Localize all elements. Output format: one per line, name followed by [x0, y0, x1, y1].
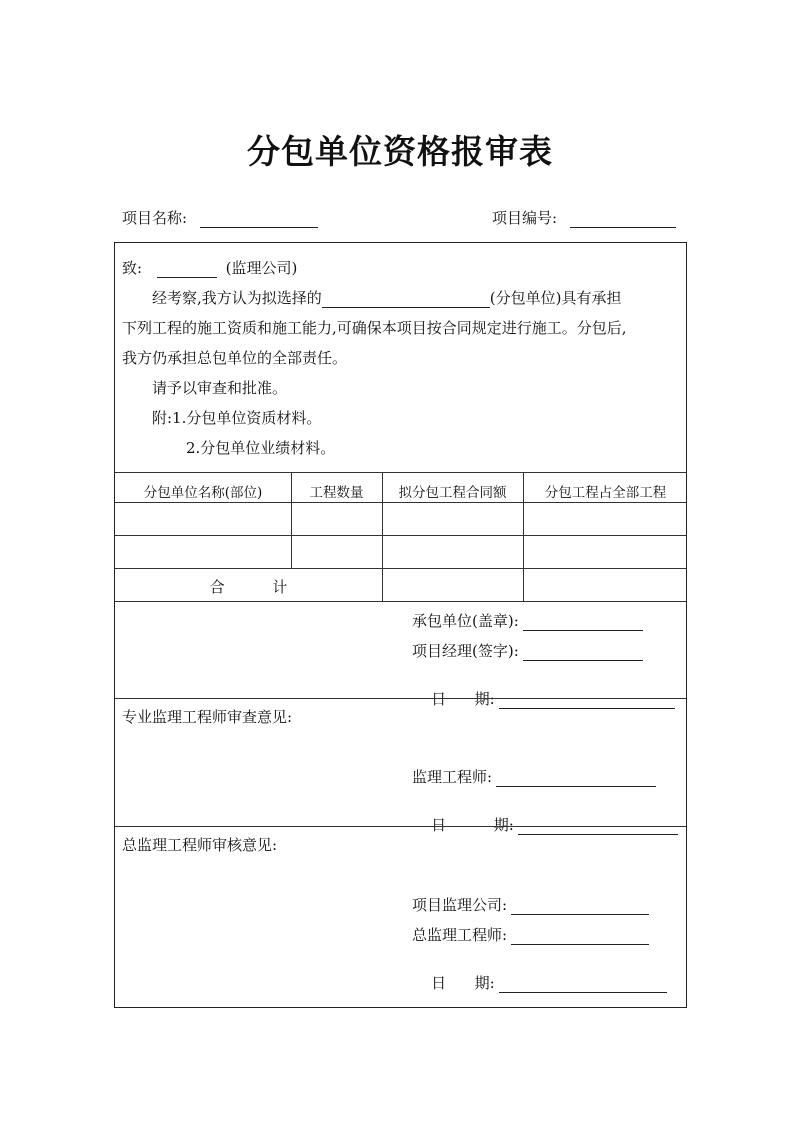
project-manager-label: 项目经理(签字):	[412, 642, 519, 660]
contractor-unit-label: 承包单位(盖章):	[412, 612, 519, 630]
paragraph-line-1	[152, 287, 622, 308]
attachment-1: 附:1.分包单位资质材料。	[152, 409, 322, 427]
to-label: 致:	[122, 259, 143, 277]
chief-engineer-label: 总监理工程师:	[412, 926, 508, 944]
paragraph-text: (分包单位)具有承担	[489, 289, 622, 307]
chief-date-label: 日 期:	[431, 974, 495, 992]
contractor-unit-row	[412, 610, 643, 631]
table-header-cell: 工程数量	[309, 485, 364, 501]
supervision-company-field[interactable]	[511, 898, 649, 915]
page-title: 分包单位资格报审表	[247, 132, 553, 171]
paragraph-text: 经考察,我方认为拟选择的	[152, 289, 322, 307]
specialist-engineer-label: 监理工程师:	[412, 768, 493, 786]
table-header-cell: 分包工程占全部工程	[544, 485, 667, 501]
specialist-engineer-field[interactable]	[496, 770, 656, 787]
project-manager-row	[412, 640, 643, 661]
chief-date-field[interactable]	[499, 976, 667, 993]
specialist-date-label: 日 期:	[431, 816, 514, 834]
project-manager-field[interactable]	[523, 644, 643, 661]
divider	[115, 535, 686, 536]
chief-engineer-row	[412, 924, 649, 945]
project-no-row	[492, 207, 676, 228]
chief-date-row	[412, 954, 667, 1011]
divider	[115, 826, 686, 827]
paragraph-line-2: 下列工程的施工资质和施工能力,可确保本项目按合同规定进行施工。分包后,	[122, 319, 627, 337]
form-frame	[114, 242, 687, 1008]
project-no-field[interactable]	[570, 211, 676, 228]
divider	[115, 601, 686, 602]
request-line: 请予以审查和批准。	[152, 379, 288, 397]
contractor-unit-field[interactable]	[523, 614, 643, 631]
specialist-engineer-row	[412, 766, 656, 787]
divider	[115, 568, 686, 569]
table-header-cell: 拟分包工程合同额	[398, 485, 507, 501]
supervisor-label: (监理公司)	[225, 259, 298, 277]
total-label: 合 计	[209, 578, 288, 596]
paragraph-line-3: 我方仍承担总包单位的全部责任。	[122, 349, 348, 367]
project-name-field[interactable]	[200, 211, 318, 228]
to-line	[122, 257, 297, 278]
chief-heading: 总监理工程师审核意见:	[122, 836, 278, 854]
project-name-label: 项目名称:	[122, 209, 188, 227]
specialist-date-row	[412, 796, 678, 853]
divider	[115, 472, 686, 473]
project-name-row	[122, 207, 318, 228]
contractor-date-field[interactable]	[499, 692, 675, 709]
supervision-company-label: 项目监理公司:	[412, 896, 508, 914]
supervisor-name-field[interactable]	[157, 261, 217, 278]
divider	[115, 698, 686, 699]
subcontractor-field[interactable]	[322, 291, 490, 308]
attachment-2: 2.分包单位业绩材料。	[186, 439, 336, 457]
contractor-date-label: 日 期:	[431, 690, 495, 708]
chief-engineer-field[interactable]	[511, 928, 649, 945]
specialist-heading: 专业监理工程师审查意见:	[122, 708, 293, 726]
supervision-company-row	[412, 894, 649, 915]
project-no-label: 项目编号:	[492, 209, 558, 227]
divider	[115, 502, 686, 503]
table-header-cell: 分包单位名称(部位)	[143, 485, 263, 501]
